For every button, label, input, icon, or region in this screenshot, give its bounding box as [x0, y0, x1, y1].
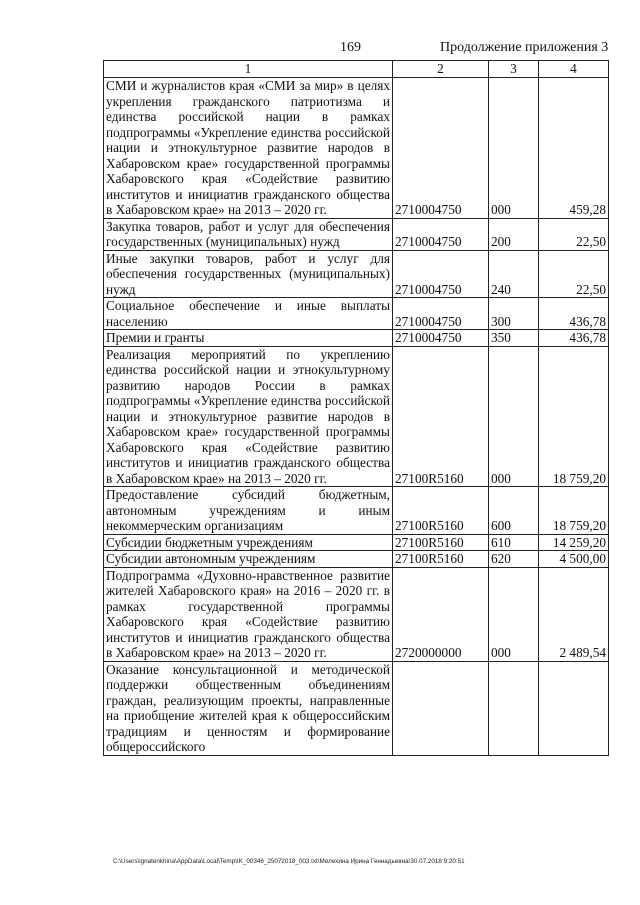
row-code: 2710004750	[393, 298, 489, 330]
table-row	[104, 298, 609, 330]
row-amount: 436,78	[539, 330, 609, 347]
row-description: Реализация мероприятий по укреплению единства российской нации и этнокультурному развитию народов России в рамках подпрограммы «Укрепление единства российской нации и этнокультурное развитие народов в Хабаровском крае» государственной программы Хабаровского края «Содействие развитию институтов и инициатив гражданского общества в Хабаровском крае» на 2013 – 2020 гг.	[104, 346, 393, 487]
row-amount: 14 259,20	[539, 534, 609, 551]
row-description: Субсидии бюджетным учреждениям	[104, 534, 393, 551]
row-expense-type	[489, 661, 539, 755]
row-code: 27100R5160	[393, 534, 489, 551]
table-row	[104, 78, 609, 219]
row-amount: 2 489,54	[539, 567, 609, 661]
row-expense-type: 000	[489, 78, 539, 219]
row-description: СМИ и журналистов края «СМИ за мир» в целях укрепления гражданского патриотизма и единства российской нации в рамках подпрограммы «Укрепление единства российской нации и этнокультурное развитие народов в Хабаровском крае» государственной программы Хабаровского края «Содействие развитию институтов и инициатив гражданского общества в Хабаровском крае» на 2013 – 2020 гг.	[104, 78, 393, 219]
row-description: Премии и гранты	[104, 330, 393, 347]
table-row	[104, 487, 609, 535]
page-number: 169	[340, 40, 361, 55]
row-description: Иные закупки товаров, работ и услуг для обеспечения государственных (муниципальных) нужд	[104, 250, 393, 298]
column-header: 1	[104, 61, 393, 78]
row-expense-type: 300	[489, 298, 539, 330]
row-description: Социальное обеспечение и иные выплаты населению	[104, 298, 393, 330]
table-header-row	[104, 61, 609, 78]
table-row	[104, 534, 609, 551]
row-description: Оказание консультационной и методической поддержки общественным объединениям граждан, реализующим проекты, направленные на приобщение жителей края к общероссийским традициям и ценностям и формирование общероссийского	[104, 661, 393, 755]
row-amount: 4 500,00	[539, 551, 609, 568]
row-expense-type: 600	[489, 487, 539, 535]
table-row	[104, 346, 609, 487]
row-code: 27100R5160	[393, 487, 489, 535]
row-code: 27100R5160	[393, 346, 489, 487]
column-header: 4	[539, 61, 609, 78]
budget-table	[103, 60, 609, 756]
continuation-label: Продолжение приложения 3	[440, 40, 609, 55]
row-amount: 22,50	[539, 250, 609, 298]
column-header: 2	[393, 61, 489, 78]
row-code: 2720000000	[393, 567, 489, 661]
row-code	[393, 661, 489, 755]
table-row	[104, 250, 609, 298]
row-description: Предоставление субсидий бюджетным, автономным учреждениям и иным некоммерческим организациям	[104, 487, 393, 535]
row-expense-type: 240	[489, 250, 539, 298]
row-code: 27100R5160	[393, 551, 489, 568]
row-expense-type: 350	[489, 330, 539, 347]
column-header: 3	[489, 61, 539, 78]
row-amount: 459,28	[539, 78, 609, 219]
row-amount: 436,78	[539, 298, 609, 330]
row-description: Подпрограмма «Духовно-нравственное развитие жителей Хабаровского края» на 2016 – 2020 гг. в рамках государственной программы Хабаровского края «Содействие развитию институтов и инициатив гражданского общества в Хабаровском крае» на 2013 – 2020 гг.	[104, 567, 393, 661]
row-expense-type: 000	[489, 346, 539, 487]
row-amount: 18 759,20	[539, 487, 609, 535]
table-row	[104, 661, 609, 755]
row-expense-type: 620	[489, 551, 539, 568]
file-path-footer: C:\Users\ignatenkhina\AppData\Local\Temp\IK_00346_25072018_003.txt\Мелехина Ирина Геннадьевна\30.07.2018 9:20:51	[113, 858, 465, 865]
row-expense-type: 610	[489, 534, 539, 551]
row-amount: 18 759,20	[539, 346, 609, 487]
row-expense-type: 000	[489, 567, 539, 661]
row-expense-type: 200	[489, 218, 539, 250]
table-row	[104, 551, 609, 568]
row-code: 2710004750	[393, 218, 489, 250]
row-description: Субсидии автономным учреждениям	[104, 551, 393, 568]
table-row	[104, 218, 609, 250]
row-code: 2710004750	[393, 78, 489, 219]
row-code: 2710004750	[393, 330, 489, 347]
row-description: Закупка товаров, работ и услуг для обеспечения государственных (муниципальных) нужд	[104, 218, 393, 250]
row-amount: 22,50	[539, 218, 609, 250]
table-row	[104, 330, 609, 347]
row-amount	[539, 661, 609, 755]
table-row	[104, 567, 609, 661]
row-code: 2710004750	[393, 250, 489, 298]
